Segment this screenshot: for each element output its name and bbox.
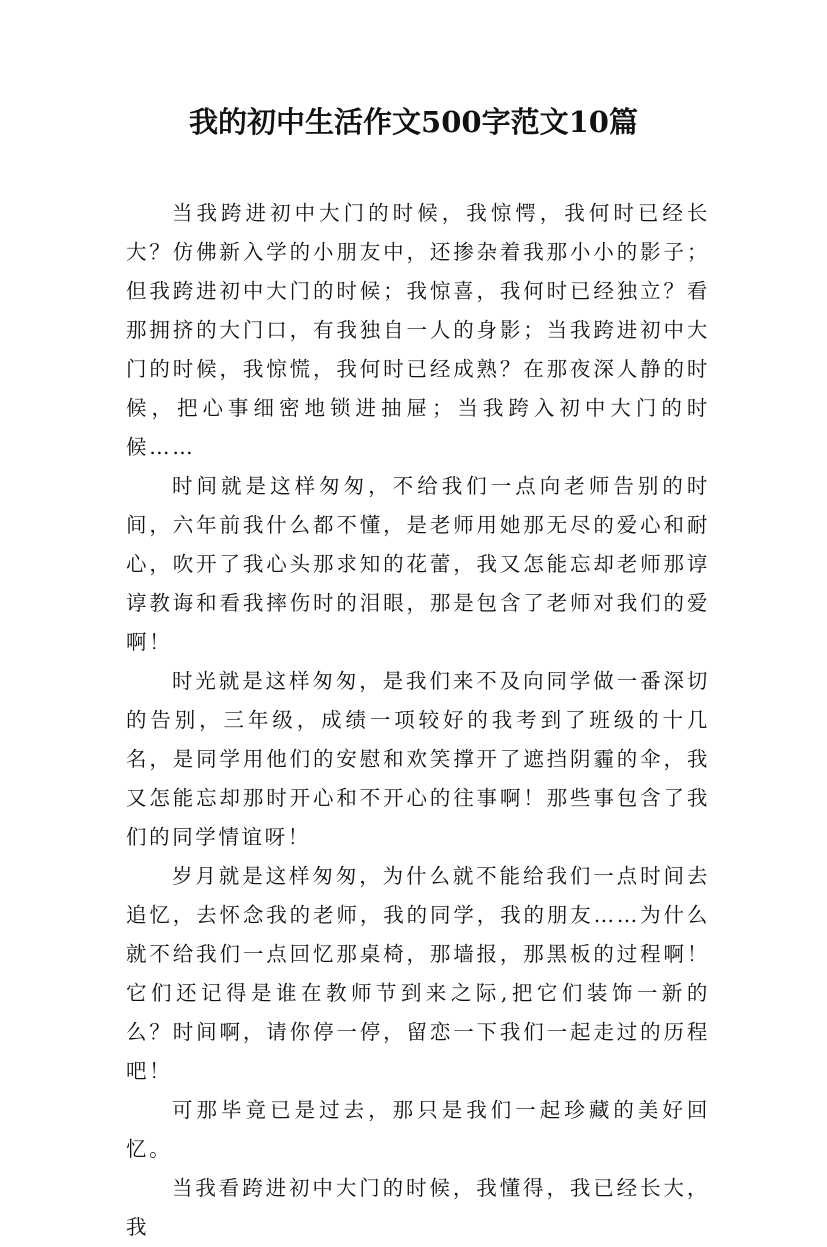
document-title: 我的初中生活作文500字范文10篇 xyxy=(189,105,638,139)
document-body xyxy=(126,194,710,1247)
paragraph-1: 当我跨进初中大门的时候，我惊愕，我何时已经长大？仿佛新入学的小朋友中，还掺杂着我那小小的影子；但我跨进初中大门的时候；我惊喜，我何时已经独立？看那拥挤的大门口，有我独自一人的身影；当我跨进初中大门的时候，我惊慌，我何时已经成熟？在那夜深人静的时候，把心事细密地锁进抽屉；当我跨入初中大门的时候…… xyxy=(126,201,710,459)
paragraph-4: 岁月就是这样匆匆，为什么就不能给我们一点时间去追忆，去怀念我的老师，我的同学，我的朋友……为什么就不给我们一点回忆那桌椅，那墙报，那黑板的过程啊！它们还记得是谁在教师节到来之际,把它们装饰一新的么？时间啊，请你停一停，留恋一下我们一起走过的历程吧！ xyxy=(126,864,710,1083)
paragraph-6: 当我看跨进初中大门的时候，我懂得，我已经长大，我 xyxy=(126,1176,710,1239)
paragraph-3: 时光就是这样匆匆，是我们来不及向同学做一番深切的告别，三年级，成绩一项较好的我考到了班级的十几名，是同学用他们的安慰和欢笑撑开了遮挡阴霾的伞，我又怎能忘却那时开心和不开心的往事啊！那些事包含了我们的同学情谊呀！ xyxy=(126,669,710,849)
paragraph-5: 可那毕竟已是过去，那只是我们一起珍藏的美好回忆。 xyxy=(126,1098,710,1161)
paragraph-2: 时间就是这样匆匆，不给我们一点向老师告别的时间，六年前我什么都不懂，是老师用她那无尽的爱心和耐心，吹开了我心头那求知的花蕾，我又怎能忘却老师那谆谆教诲和看我摔伤时的泪眼，那是包含了老师对我们的爱啊！ xyxy=(126,474,710,654)
